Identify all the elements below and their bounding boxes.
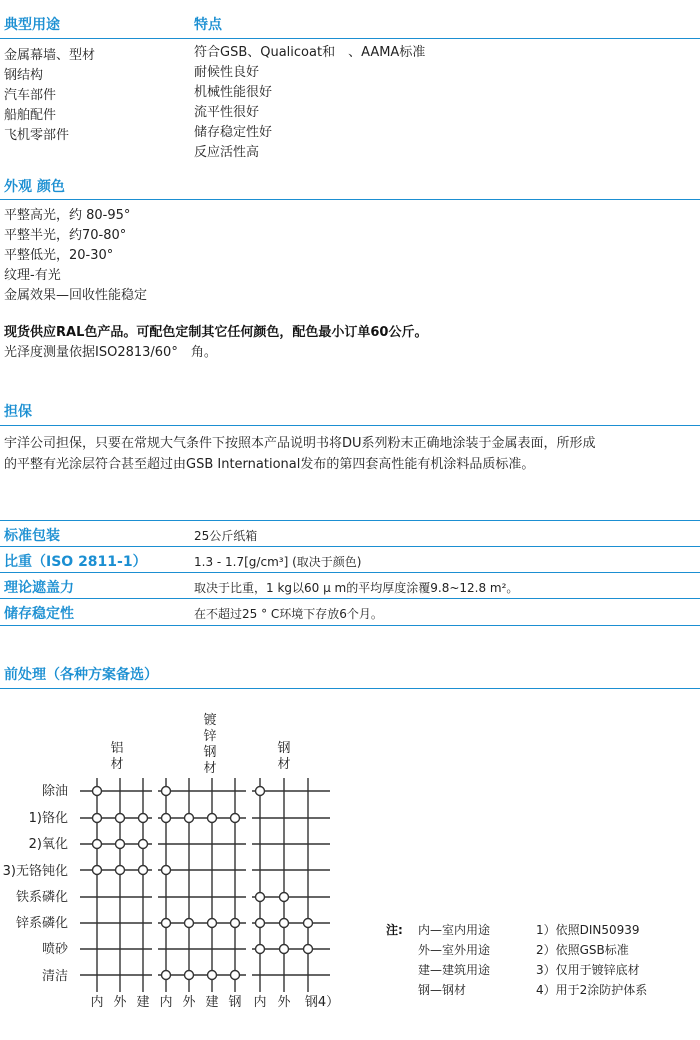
divider [0, 520, 700, 521]
marker-circle [93, 787, 102, 796]
marker-circle [162, 866, 171, 875]
list-item: 平整高光，约 80-95° [4, 208, 131, 223]
marker-circle [304, 919, 313, 928]
list-item: 平整低光，20-30° [4, 248, 114, 263]
marker-circle [116, 840, 125, 849]
list-item: 钢结构 [4, 68, 44, 83]
notes-right [536, 920, 647, 1000]
divider [0, 572, 700, 573]
notes-left [418, 920, 490, 1000]
spec-value-density: 1.3 - 1.7[g/cm³] (取决于颜色) [194, 555, 362, 569]
marker-circle [280, 919, 289, 928]
marker-circle [139, 840, 148, 849]
spec-value-coverage: 取决于比重，1 kg以60 μ m的平均厚度涂覆9.8~12.8 m²。 [194, 581, 519, 595]
warranty-line-2: 的平整有光涂层符合甚至超过由GSB International发布的第四套高性能有机涂料品质标准。 [4, 457, 535, 472]
row-label: 清洁 [41, 969, 68, 984]
note-item: 外—室外用途 [418, 943, 491, 957]
row-label: 3)无铬钝化 [2, 864, 68, 879]
marker-circle [162, 814, 171, 823]
spec-label-coverage: 理论遮盖力 [4, 580, 74, 596]
marker-circle [185, 919, 194, 928]
divider [0, 425, 700, 426]
divider [0, 546, 700, 547]
row-label: 喷砂 [41, 942, 68, 957]
list-item: 纹理-有光 [4, 268, 61, 283]
marker-circle [280, 893, 289, 902]
column-label: 外 [277, 995, 291, 1010]
marker-circle [93, 814, 102, 823]
note-item: 2）依照GSB标准 [536, 943, 629, 957]
list-item: 船舶配件 [4, 108, 57, 123]
note-item: 建—建筑用途 [418, 963, 491, 977]
marker-circle [93, 840, 102, 849]
marker-circle [304, 945, 313, 954]
spec-label-density: 比重（ISO 2811-1） [4, 554, 147, 570]
marker-circle [256, 919, 265, 928]
column-label: 外 [182, 995, 196, 1010]
column-label: 钢 [228, 995, 242, 1010]
spec-label-storage: 储存稳定性 [4, 606, 74, 622]
marker-circle [231, 971, 240, 980]
list-item: 金属效果—回收性能稳定 [4, 288, 148, 303]
row-label: 2)氧化 [28, 837, 68, 852]
row-label: 锌系磷化 [15, 916, 68, 931]
spec-value-packaging: 25公斤纸箱 [194, 529, 258, 543]
note-item: 3）仅用于镀锌底材 [536, 963, 640, 977]
column-label: 内 [159, 995, 173, 1010]
group-label-galvanized-steel: 镀锌钢材 [203, 713, 217, 776]
row-label: 除油 [41, 784, 68, 799]
gloss-note: 光泽度测量依据ISO2813/60° 角。 [4, 345, 217, 360]
list-item: 平整半光，约70-80° [4, 228, 127, 243]
column-label: 外 [113, 995, 127, 1010]
list-item: 流平性很好 [194, 105, 260, 120]
divider [0, 688, 700, 689]
row-label: 铁系磷化 [15, 890, 68, 905]
marker-circle [208, 919, 217, 928]
marker-circle [116, 814, 125, 823]
appearance-title: 外观 颜色 [4, 179, 65, 195]
warranty-line-1: 宇洋公司担保，只要在常规大气条件下按照本产品说明书将DU系列粉末正确地涂装于金属表面，所形成 [4, 436, 596, 451]
marker-circle [93, 866, 102, 875]
marker-circle [256, 945, 265, 954]
marker-circle [208, 814, 217, 823]
divider [0, 199, 700, 200]
list-item: 机械性能很好 [194, 85, 273, 100]
warranty-title: 担保 [4, 404, 32, 420]
marker-circle [185, 814, 194, 823]
applications-title: 典型用途 [4, 17, 60, 33]
applications-list [4, 46, 95, 146]
marker-circle [116, 866, 125, 875]
note-item: 内—室内用途 [418, 923, 491, 937]
list-item: 储存稳定性好 [194, 125, 273, 140]
marker-circle [162, 919, 171, 928]
divider [0, 38, 700, 39]
marker-circle [280, 945, 289, 954]
row-label: 1)铬化 [28, 811, 68, 826]
stock-note: 现货供应RAL色产品。可配色定制其它任何颜色，配色最小订单60公斤。 [4, 325, 428, 340]
notes-label: 注: [386, 923, 403, 937]
features-title: 特点 [194, 17, 222, 33]
column-label: 建 [136, 995, 150, 1010]
group-label-aluminum: 铝材 [110, 741, 124, 772]
list-item: 反应活性高 [194, 145, 260, 160]
marker-circle [185, 971, 194, 980]
list-item: 飞机零部件 [4, 128, 70, 143]
marker-circle [162, 787, 171, 796]
note-item: 钢—钢材 [418, 983, 467, 997]
spec-value-storage: 在不超过25 ° C环境下存放6个月。 [194, 607, 383, 621]
column-label: 内 [253, 995, 267, 1010]
marker-circle [139, 814, 148, 823]
list-item: 耐候性良好 [194, 65, 260, 80]
marker-circle [231, 919, 240, 928]
note-item: 1）依照DIN50939 [536, 923, 640, 937]
marker-circle [139, 866, 148, 875]
column-label: 内 [90, 995, 104, 1010]
group-label-steel: 钢材 [277, 741, 291, 772]
column-label: 建 [205, 995, 219, 1010]
marker-circle [162, 971, 171, 980]
list-item: 符合GSB、Qualicoat和 、AAMA标准 [194, 45, 426, 60]
list-item: 金属幕墙、型材 [4, 48, 96, 63]
marker-circle [208, 971, 217, 980]
marker-circle [256, 787, 265, 796]
column-label: 钢4） [304, 995, 340, 1010]
spec-label-packaging: 标准包装 [4, 528, 60, 544]
divider [0, 598, 700, 599]
marker-circle [256, 893, 265, 902]
marker-circle [231, 814, 240, 823]
features-list [194, 43, 425, 163]
pretreatment-title: 前处理（各种方案备选） [4, 667, 158, 683]
divider [0, 625, 700, 626]
appearance-list [4, 206, 147, 306]
list-item: 汽车部件 [4, 88, 57, 103]
note-item: 4）用于2涂防护体系 [536, 983, 648, 997]
